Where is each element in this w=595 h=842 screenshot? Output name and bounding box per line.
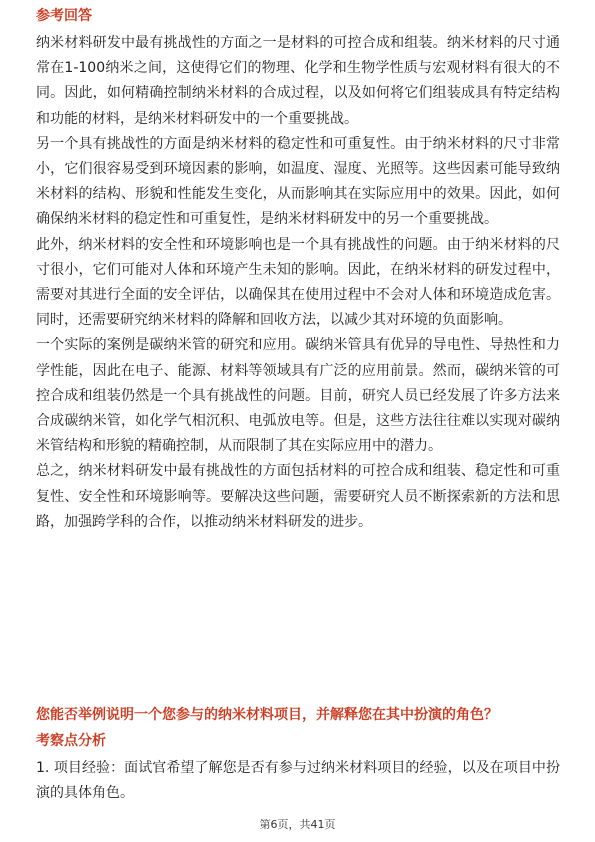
analysis-item: 1. 项目经验：面试官希望了解您是否有参与过纳米材料项目的经验，以及在项目中扮演的具体角色。 bbox=[36, 760, 560, 802]
analysis-body bbox=[36, 756, 560, 806]
answer-paragraph: 总之，纳米材料研发中最有挑战性的方面包括材料的可控合成和组装、稳定性和可重复性、安全性和环境影响等。要解决这些问题，需要研究人员不断探索新的方法和思路，加强跨学科的合作，以推动纳米材料研发的进步。 bbox=[36, 463, 560, 530]
analysis-heading: 考察点分析 bbox=[36, 733, 106, 749]
answer-paragraph: 纳米材料研发中最有挑战性的方面之一是材料的可控合成和组装。纳米材料的尺寸通常在1-100纳米之间，这使得它们的物理、化学和生物学性质与宏观材料有很大的不同。因此，如何精确控制纳米材料的合成过程，以及如何将它们组装成具有特定结构和功能的材料，是纳米材料研发中的一个重要挑战。 bbox=[36, 35, 560, 127]
page-number: 第6页，共41页 bbox=[259, 818, 336, 831]
answer-paragraph: 此外，纳米材料的安全性和环境影响也是一个具有挑战性的问题。由于纳米材料的尺寸很小，它们可能对人体和环境产生未知的影响。因此，在纳米材料的研发过程中，需要对其进行全面的安全评估，以确保其在使用过程中不会对人体和环境造成危害。同时，还需要研究纳米材料的降解和回收方法，以减少其对环境的负面影响。 bbox=[36, 236, 560, 329]
answer-paragraph: 另一个具有挑战性的方面是纳米材料的稳定性和可重复性。由于纳米材料的尺寸非常小，它们很容易受到环境因素的影响，如温度、湿度、光照等。这些因素可能导致纳米材料的结构、形貌和性能发生变化，从而影响其在实际应用中的效果。因此，如何确保纳米材料的稳定性和可重复性，是纳米材料研发中的另一个重要挑战。 bbox=[36, 135, 560, 228]
answer-heading: 参考回答 bbox=[36, 8, 92, 24]
answer-body bbox=[36, 31, 560, 535]
interview-question: 您能否举例说明一个您参与的纳米材料项目，并解释您在其中扮演的角色？ bbox=[36, 707, 498, 723]
answer-paragraph: 一个实际的案例是碳纳米管的研究和应用。碳纳米管具有优异的导电性、导热性和力学性能，因此在电子、能源、材料等领域具有广泛的应用前景。然而，碳纳米管的可控合成和组装仍然是一个具有挑战性的问题。目前，研究人员已经发展了许多方法来合成碳纳米管，如化学气相沉积、电弧放电等。但是，这些方法往往难以实现对碳纳米管结构和形貌的精确控制，从而限制了其在实际应用中的潜力。 bbox=[36, 337, 560, 455]
